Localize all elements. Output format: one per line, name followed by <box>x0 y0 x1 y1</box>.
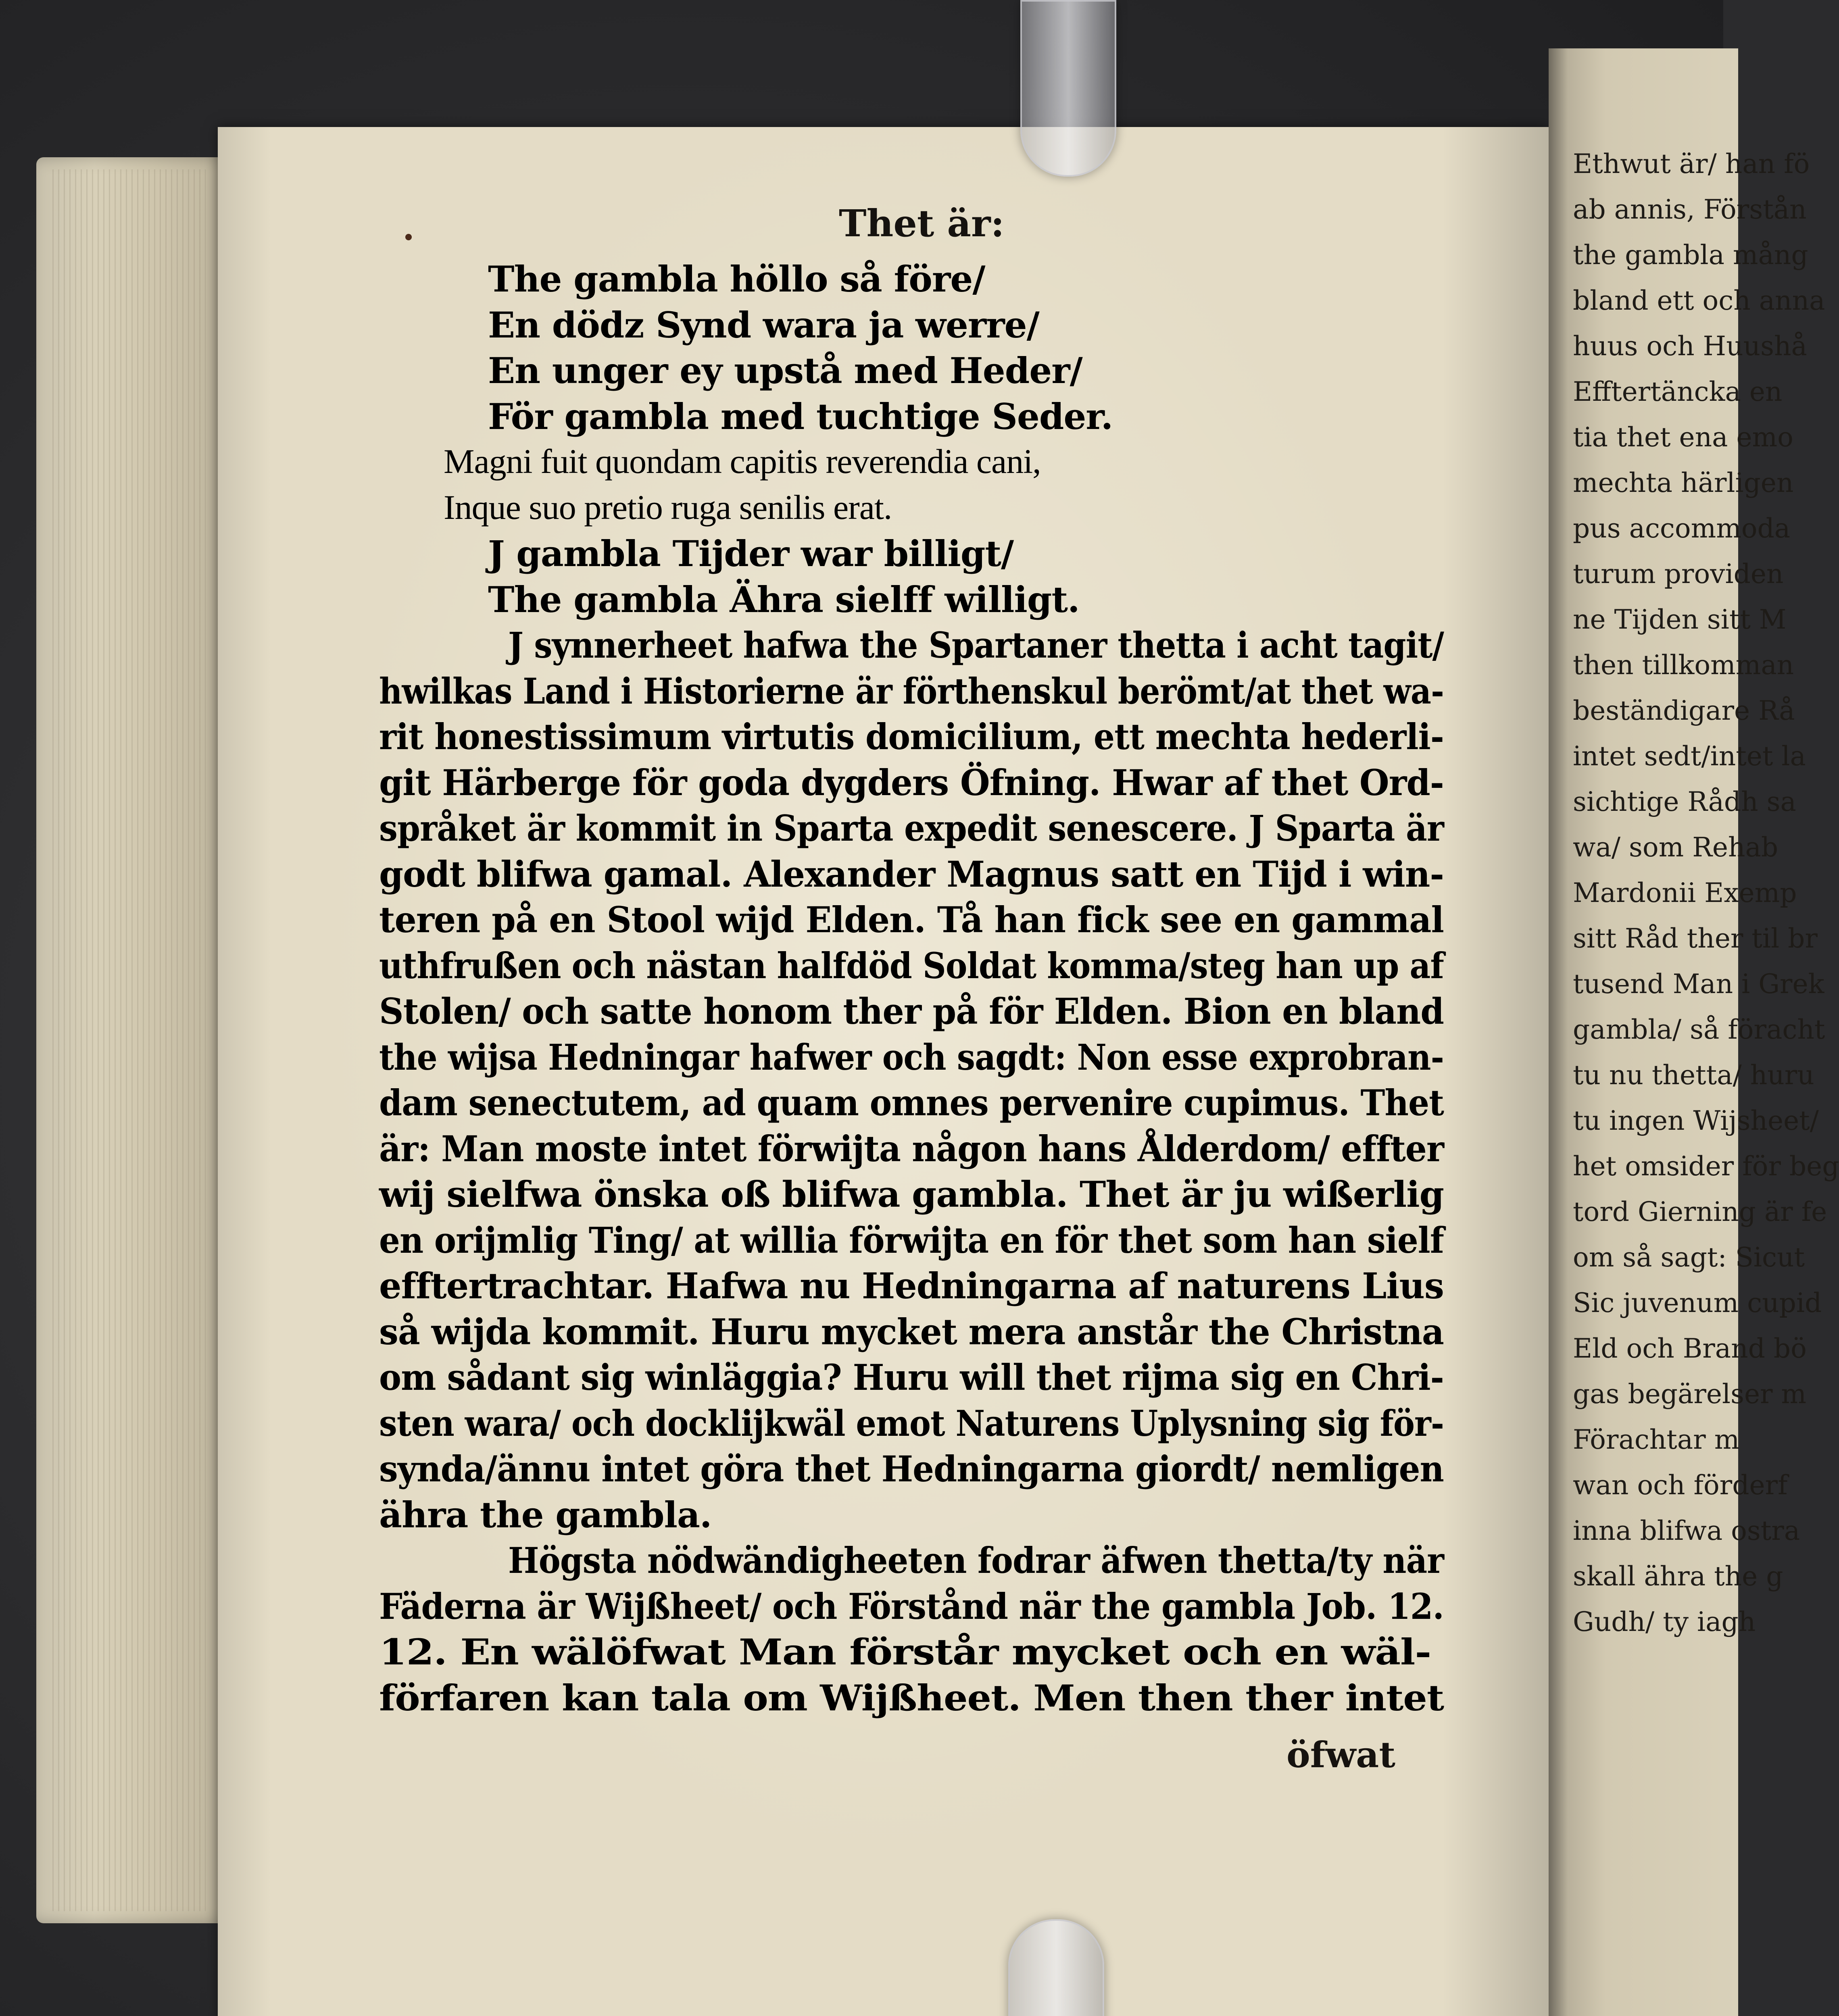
recto-line: then tillkomman <box>1573 650 1794 681</box>
text-line: en orijmlig Ting/ at willia förwijta en för thet som han sielf <box>379 1219 1444 1261</box>
text-line: uthfrußen och nästan halfdöd Soldat komma/steg han up af <box>379 944 1444 987</box>
text-line: Inque suo pretio ruga senilis erat. <box>444 487 892 527</box>
recto-line: Sic juvenum cupid <box>1573 1287 1822 1318</box>
glass-clip-bottom <box>1008 1919 1104 2016</box>
page-heading: Thet är: <box>839 202 1005 245</box>
recto-line: the gambla mång <box>1573 240 1808 271</box>
recto-line: skall ähra the g <box>1573 1561 1783 1592</box>
text-line: 12. En wälöfwat Man förstår mycket och en wäl- <box>379 1631 1431 1673</box>
recto-line: ab annis, Förstån <box>1573 194 1807 225</box>
recto-line: huus och Huushå <box>1573 331 1807 362</box>
recto-line: Ethwut är/ han fö <box>1573 148 1810 179</box>
recto-line: Efftertäncka en <box>1573 376 1783 407</box>
recto-line: intet sedt/intet la <box>1573 741 1806 772</box>
text-line: godt blifwa gamal. Alexander Magnus satt en Tijd i win- <box>379 853 1444 895</box>
recto-text <box>1549 141 1839 1645</box>
text-line: En unger ey upstå med Heder/ <box>488 350 1082 392</box>
text-line: J gambla Tijder war billigt/ <box>488 533 1014 575</box>
text-line: synda/ännu intet göra thet Hedningarna giordt/ nemligen <box>379 1448 1444 1490</box>
recto-line: sitt Råd ther til br <box>1573 923 1818 954</box>
text-line: om sådant sig winläggia? Huru will thet rijma sig en Chri- <box>379 1356 1444 1398</box>
book-page-edges <box>36 157 230 1923</box>
text-line: the wijsa Hedningar hafwer och sagdt: Non esse exprobran- <box>379 1036 1444 1078</box>
text-line: är: Man moste intet förwijta någon hans Ålderdom/ effter <box>379 1127 1444 1170</box>
recto-line: tusend Man i Grek <box>1573 968 1824 1000</box>
text-line: teren på en Stool wijd Elden. Tå han fick see en gammal <box>379 899 1444 941</box>
recto-line: tia thet ena emo <box>1573 422 1793 453</box>
text-line: J synnerheet hafwa the Spartaner thetta i acht tagit/ <box>508 624 1444 666</box>
recto-line: wa/ som Rehab <box>1573 832 1779 863</box>
recto-line: Mardonii Exemp <box>1573 877 1797 908</box>
recto-line: om så sagt: Sicut <box>1573 1242 1805 1273</box>
recto-line: het omsider för beg <box>1573 1151 1839 1182</box>
text-line: dam senectutem, ad quam omnes pervenire cupimus. Thet <box>379 1082 1444 1124</box>
recto-line: turum providen <box>1573 558 1784 589</box>
text-line: Stolen/ och satte honom ther på för Elden. Bion en bland <box>379 990 1444 1032</box>
recto-line: beständigare Rå <box>1573 695 1795 726</box>
ink-spot <box>405 234 412 240</box>
recto-line: tu ingen Wijsheet/ <box>1573 1105 1819 1136</box>
recto-line: Gudh/ ty iagh <box>1573 1606 1756 1637</box>
text-line: git Härberge för goda dygders Öfning. Hwar af thet Ord- <box>379 761 1444 804</box>
text-line: En dödz Synd wara ja werre/ <box>488 304 1039 346</box>
text-line: ähra the gambla. <box>379 1493 712 1536</box>
text-line: så wijda kommit. Huru mycket mera anstår the Christna <box>379 1310 1444 1353</box>
text-line: efftertrachtar. Hafwa nu Hedningarna af naturens Lius <box>379 1265 1444 1307</box>
recto-line: inna blifwa ostra <box>1573 1515 1800 1546</box>
recto-line: gas begärelser m <box>1573 1379 1807 1410</box>
recto-line: sichtige Rådh sa <box>1573 786 1796 817</box>
catchword: öfwat <box>1286 1734 1395 1776</box>
glass-clip-top <box>1020 0 1116 177</box>
text-line: förfaren kan tala om Wijßheet. Men then ther intet <box>379 1677 1444 1719</box>
text-line: hwilkas Land i Historierne är förthenskul berömt/at thet wa- <box>379 670 1444 712</box>
recto-line: gambla/ så föracht <box>1573 1014 1825 1045</box>
recto-line: mechta härligen <box>1573 467 1794 498</box>
recto-line: wan och förderf <box>1573 1470 1788 1501</box>
recto-line: pus accommoda <box>1573 513 1791 544</box>
text-line: språket är kommit in Sparta expedit senescere. J Sparta är <box>379 807 1444 849</box>
text-line: rit honestissimum virtutis domicilium, ett mechta hederli- <box>379 716 1444 758</box>
recto-page <box>1549 48 1839 2016</box>
text-line: wij sielfwa önska oß blifwa gambla. Thet är ju wißerlig <box>379 1173 1444 1215</box>
text-line: The gambla Ähra sielff willigt. <box>488 578 1080 621</box>
text-line: Högsta nödwändigheeten fodrar äfwen thetta/ty när <box>508 1539 1444 1581</box>
text-line: Fäderna är Wijßheet/ och Förstånd när the gambla Job. 12. <box>379 1585 1444 1627</box>
text-line: sten wara/ och docklijkwäl emot Naturens Uplysning sig för- <box>379 1402 1444 1444</box>
text-line: För gambla med tuchtige Seder. <box>488 395 1113 437</box>
recto-line: bland ett och anna <box>1573 285 1825 316</box>
recto-line: Eld och Brand bö <box>1573 1333 1807 1364</box>
recto-line: Förachtar m <box>1573 1424 1740 1455</box>
text-line: The gambla höllo så före/ <box>488 258 985 300</box>
text-line: Magni fuit quondam capitis reverendia cani, <box>444 442 1041 481</box>
recto-line: ne Tijden sitt M <box>1573 604 1787 635</box>
recto-line: tu nu thetta/ huru <box>1573 1060 1814 1091</box>
recto-line: tord Gierning är fe <box>1573 1196 1827 1227</box>
